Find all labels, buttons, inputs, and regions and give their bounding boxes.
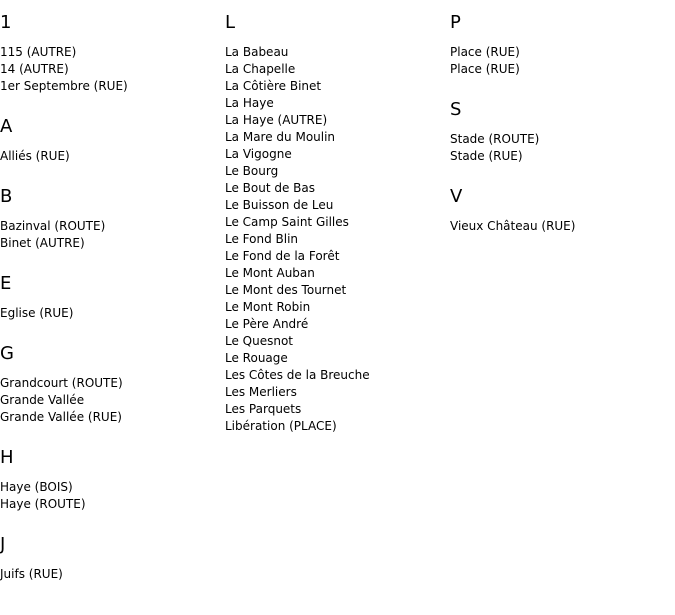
letter-group: [225, 12, 445, 435]
street-link[interactable]: La Babeau: [225, 45, 289, 59]
letter-group: [0, 12, 220, 95]
street-link[interactable]: Les Côtes de la Breuche: [225, 368, 370, 382]
street-link[interactable]: Place (RUE): [450, 62, 520, 76]
street-link[interactable]: Libération (PLACE): [225, 419, 337, 433]
street-link[interactable]: Le Rouage: [225, 351, 288, 365]
street-link[interactable]: Juifs (RUE): [0, 567, 63, 581]
street-list: [0, 375, 220, 426]
letter-heading: H: [0, 447, 14, 468]
letter-group: [0, 343, 220, 426]
street-link[interactable]: Le Quesnot: [225, 334, 294, 348]
street-link[interactable]: Vieux Château (RUE): [450, 219, 576, 233]
street-link[interactable]: Le Fond Blin: [225, 232, 299, 246]
street-list: [0, 479, 220, 513]
street-link[interactable]: Grande Vallée: [0, 393, 85, 407]
street-link[interactable]: Grande Vallée (RUE): [0, 410, 122, 424]
street-list: [0, 218, 220, 252]
street-link[interactable]: Haye (ROUTE): [0, 497, 86, 511]
street-link[interactable]: Le Buisson de Leu: [225, 198, 334, 212]
index-column-3: [450, 12, 670, 256]
street-list: [450, 218, 670, 235]
letter-heading: E: [0, 273, 12, 294]
letter-heading: A: [0, 116, 13, 137]
street-list: [0, 148, 220, 165]
street-link[interactable]: Haye (BOIS): [0, 480, 73, 494]
street-link[interactable]: Le Camp Saint Gilles: [225, 215, 349, 229]
letter-heading: G: [0, 343, 14, 364]
street-link[interactable]: Le Bourg: [225, 164, 279, 178]
street-link[interactable]: Le Mont Robin: [225, 300, 311, 314]
letter-group: [450, 12, 670, 78]
letter-heading: B: [0, 186, 13, 207]
letter-group: [0, 534, 220, 583]
street-link[interactable]: Eglise (RUE): [0, 306, 74, 320]
letter-heading: L: [225, 12, 236, 33]
street-link[interactable]: Le Bout de Bas: [225, 181, 316, 195]
street-link[interactable]: La Haye (AUTRE): [225, 113, 328, 127]
street-link[interactable]: La Haye: [225, 96, 274, 110]
street-list: [0, 44, 220, 95]
street-link[interactable]: Binet (AUTRE): [0, 236, 85, 250]
letter-heading: 1: [0, 12, 12, 33]
letter-heading: V: [450, 186, 463, 207]
street-link[interactable]: 115 (AUTRE): [0, 45, 77, 59]
letter-group: [450, 99, 670, 165]
letter-heading: P: [450, 12, 461, 33]
street-link[interactable]: 1er Septembre (RUE): [0, 79, 128, 93]
letter-group: [0, 273, 220, 322]
street-list: [450, 44, 670, 78]
letter-group: [0, 116, 220, 165]
street-link[interactable]: Le Mont Auban: [225, 266, 315, 280]
street-link[interactable]: La Chapelle: [225, 62, 296, 76]
letter-group: [0, 447, 220, 513]
street-list: [0, 305, 220, 322]
street-link[interactable]: Bazinval (ROUTE): [0, 219, 106, 233]
street-link[interactable]: Le Fond de la Forêt: [225, 249, 340, 263]
street-link[interactable]: Place (RUE): [450, 45, 520, 59]
street-link[interactable]: Alliés (RUE): [0, 149, 70, 163]
index-column-2: [225, 12, 445, 456]
street-link[interactable]: La Mare du Moulin: [225, 130, 336, 144]
street-link[interactable]: Les Merliers: [225, 385, 297, 399]
letter-group: [0, 186, 220, 252]
street-link[interactable]: Le Mont des Tournet: [225, 283, 347, 297]
street-link[interactable]: Stade (ROUTE): [450, 132, 540, 146]
street-link[interactable]: Stade (RUE): [450, 149, 523, 163]
street-link[interactable]: Le Père André: [225, 317, 309, 331]
street-list: [0, 566, 220, 583]
letter-heading: S: [450, 99, 462, 120]
street-list: [450, 131, 670, 165]
street-link[interactable]: La Côtière Binet: [225, 79, 322, 93]
letter-group: [450, 186, 670, 235]
street-link[interactable]: La Vigogne: [225, 147, 292, 161]
index-column-1: [0, 12, 220, 604]
letter-heading: J: [0, 534, 6, 555]
street-link[interactable]: Les Parquets: [225, 402, 302, 416]
street-link[interactable]: 14 (AUTRE): [0, 62, 69, 76]
street-list: [225, 44, 445, 435]
street-link[interactable]: Grandcourt (ROUTE): [0, 376, 123, 390]
